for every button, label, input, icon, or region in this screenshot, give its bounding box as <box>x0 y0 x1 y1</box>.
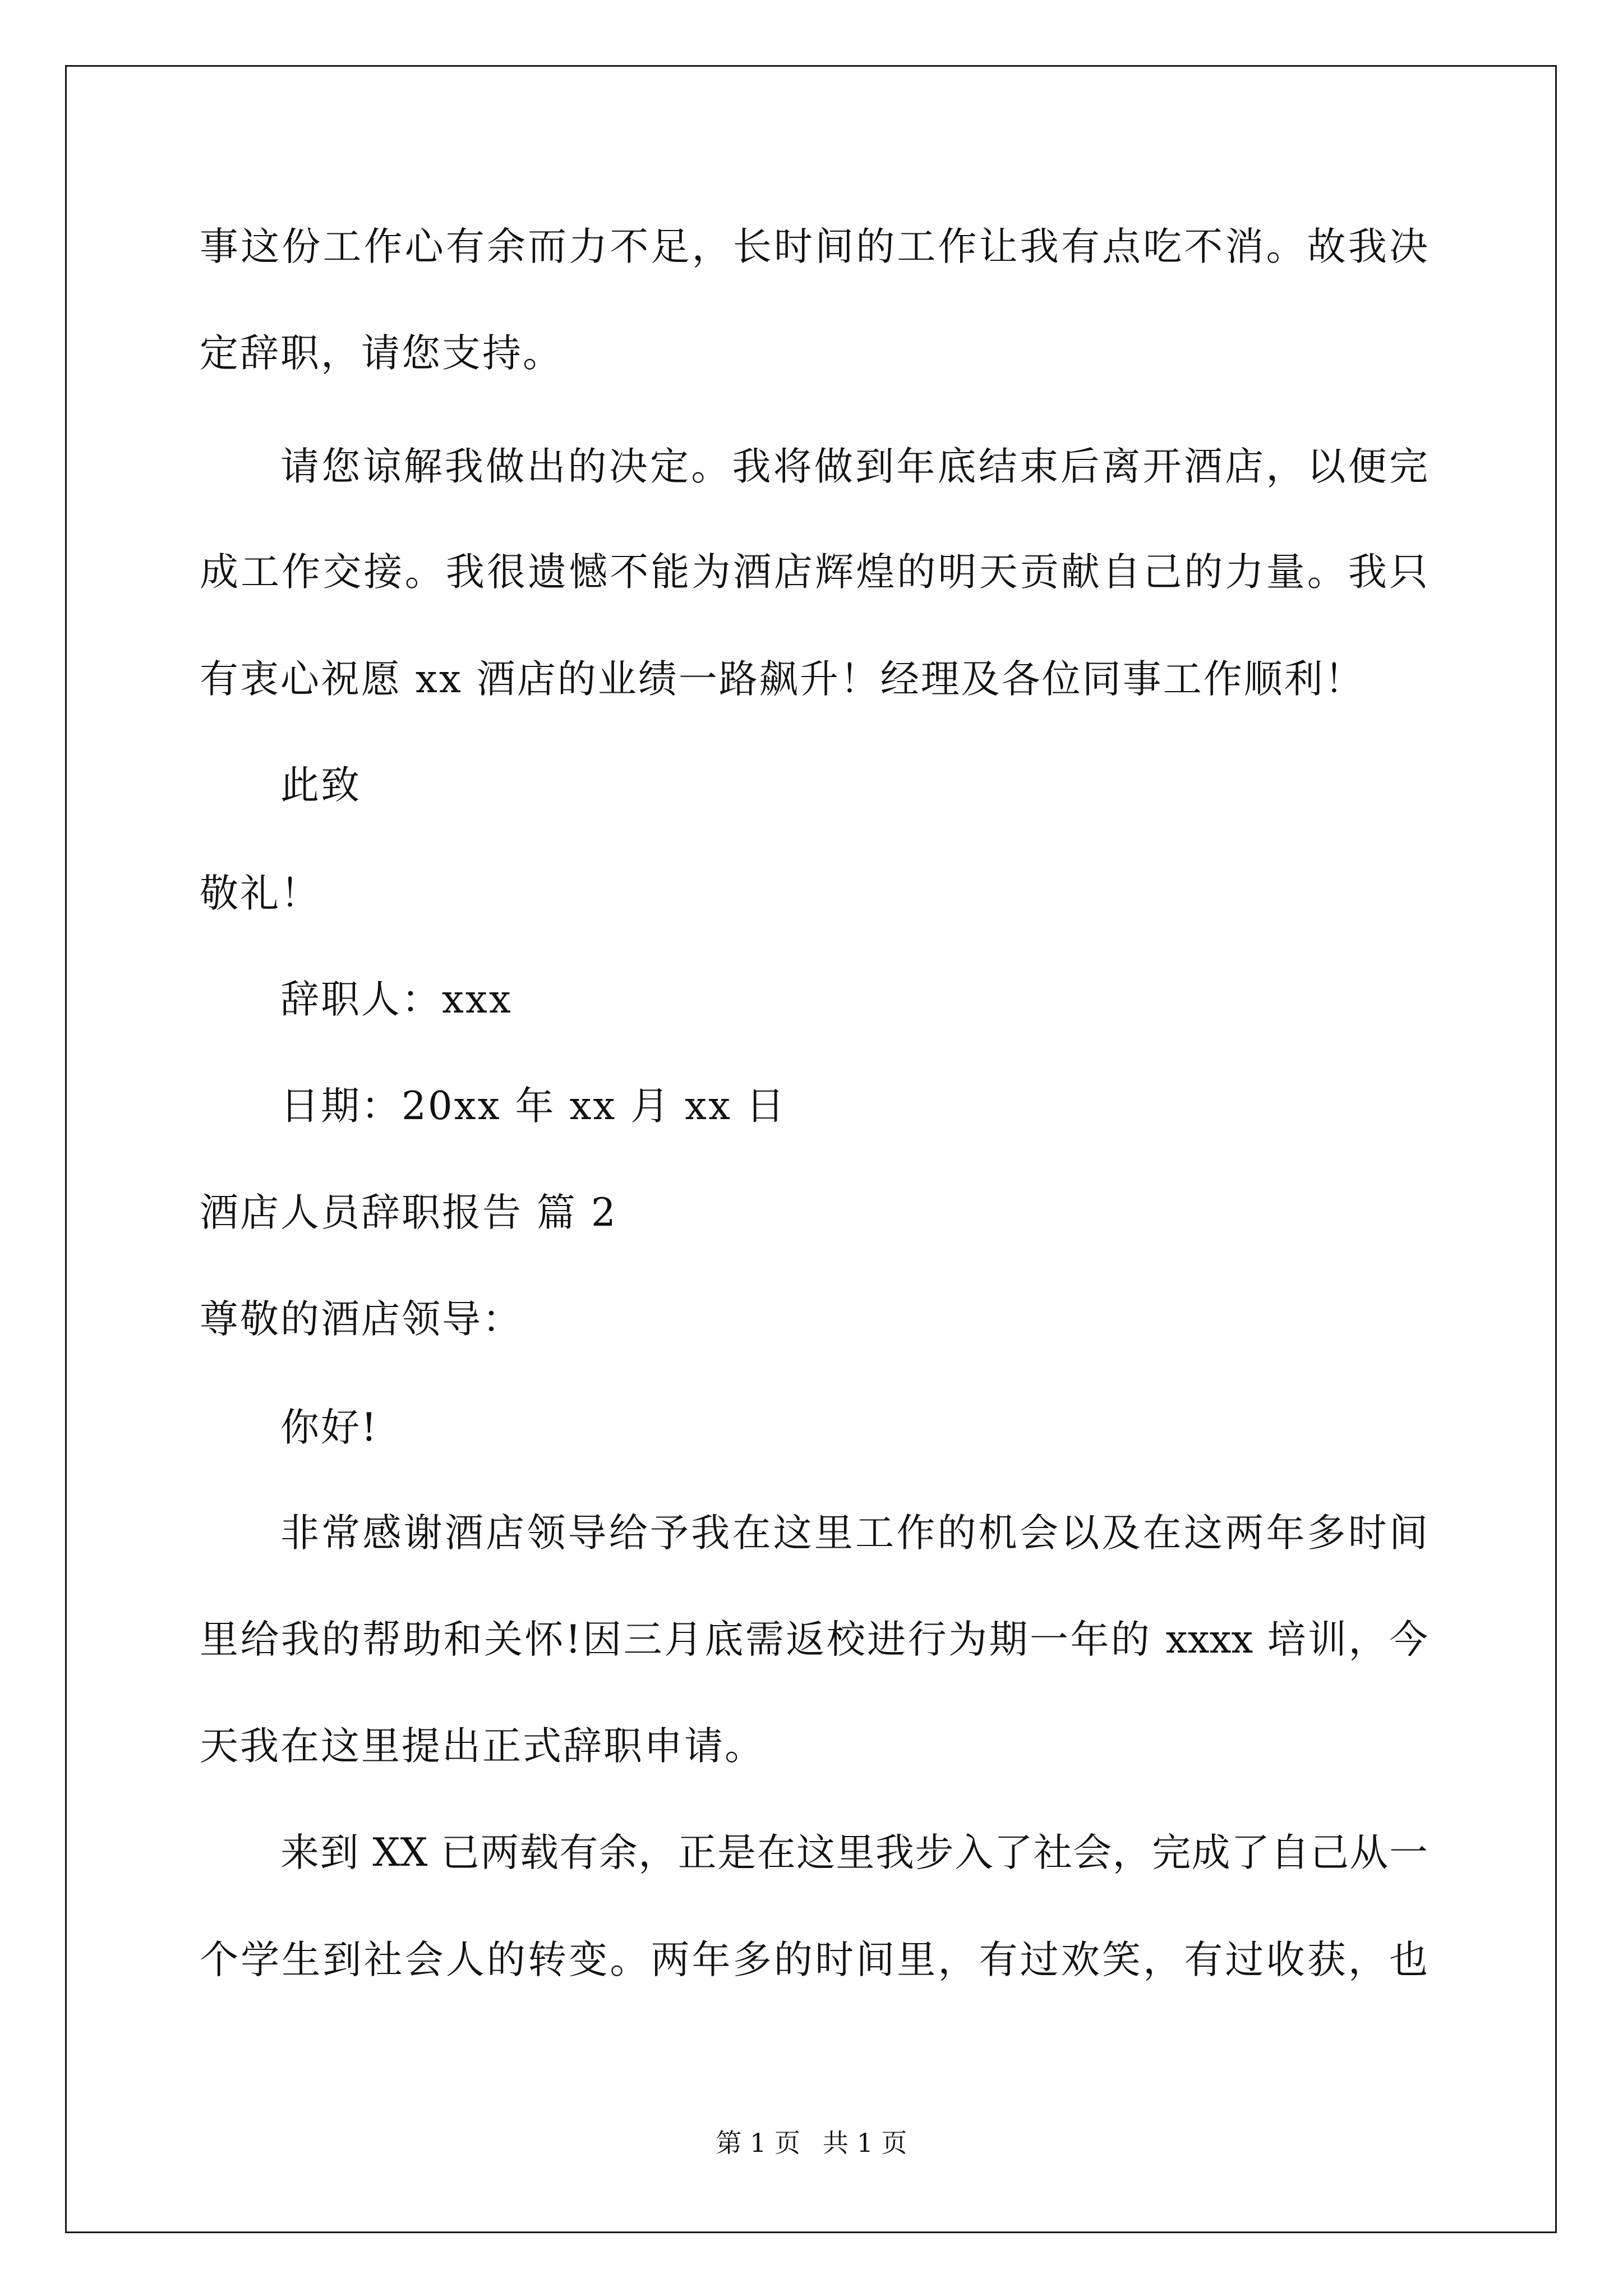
page-footer <box>0 2126 1623 2160</box>
body-line: 定辞职，请您支持。 <box>200 331 563 376</box>
body-line: 请您谅解我做出的决定。我将做到年底结束后离开酒店，以便完 <box>280 444 1428 489</box>
body-line: 个学生到社会人的转变。两年多的时间里，有过欢笑，有过收获，也 <box>200 1938 1428 1982</box>
body-line: 成工作交接。我很遗憾不能为酒店辉煌的明天贡献自己的力量。我只 <box>200 550 1428 595</box>
body-line: 有衷心祝愿 xx 酒店的业绩一路飙升！经理及各位同事工作顺利！ <box>200 657 1365 702</box>
page-total: 共 1 页 <box>823 2128 907 2158</box>
greeting-line: 你好! <box>280 1405 379 1450</box>
greeting-line: 尊敬的酒店领导： <box>200 1297 523 1342</box>
page-number: 第 1 页 <box>716 2128 800 2158</box>
body-line: 里给我的帮助和关怀!因三月底需返校进行为期一年的 xxxx 培训，今 <box>200 1617 1428 1662</box>
page-border <box>65 65 1557 2233</box>
body-line: 天我在这里提出正式辞职申请。 <box>200 1724 765 1769</box>
body-line: 事这份工作心有余而力不足，长时间的工作让我有点吃不消。故我决 <box>200 224 1428 269</box>
salutation-line: 敬礼！ <box>200 871 321 916</box>
section-heading: 酒店人员辞职报告 篇 2 <box>200 1190 617 1235</box>
signature-line: 辞职人：xxx <box>280 977 513 1022</box>
body-line: 非常感谢酒店领导给予我在这里工作的机会以及在这两年多时间 <box>280 1511 1428 1556</box>
salutation-line: 此致 <box>280 763 361 808</box>
date-line: 日期：20xx 年 xx 月 xx 日 <box>280 1084 786 1129</box>
body-line: 来到 XX 已两载有余，正是在这里我步入了社会，完成了自己从一 <box>280 1830 1428 1875</box>
